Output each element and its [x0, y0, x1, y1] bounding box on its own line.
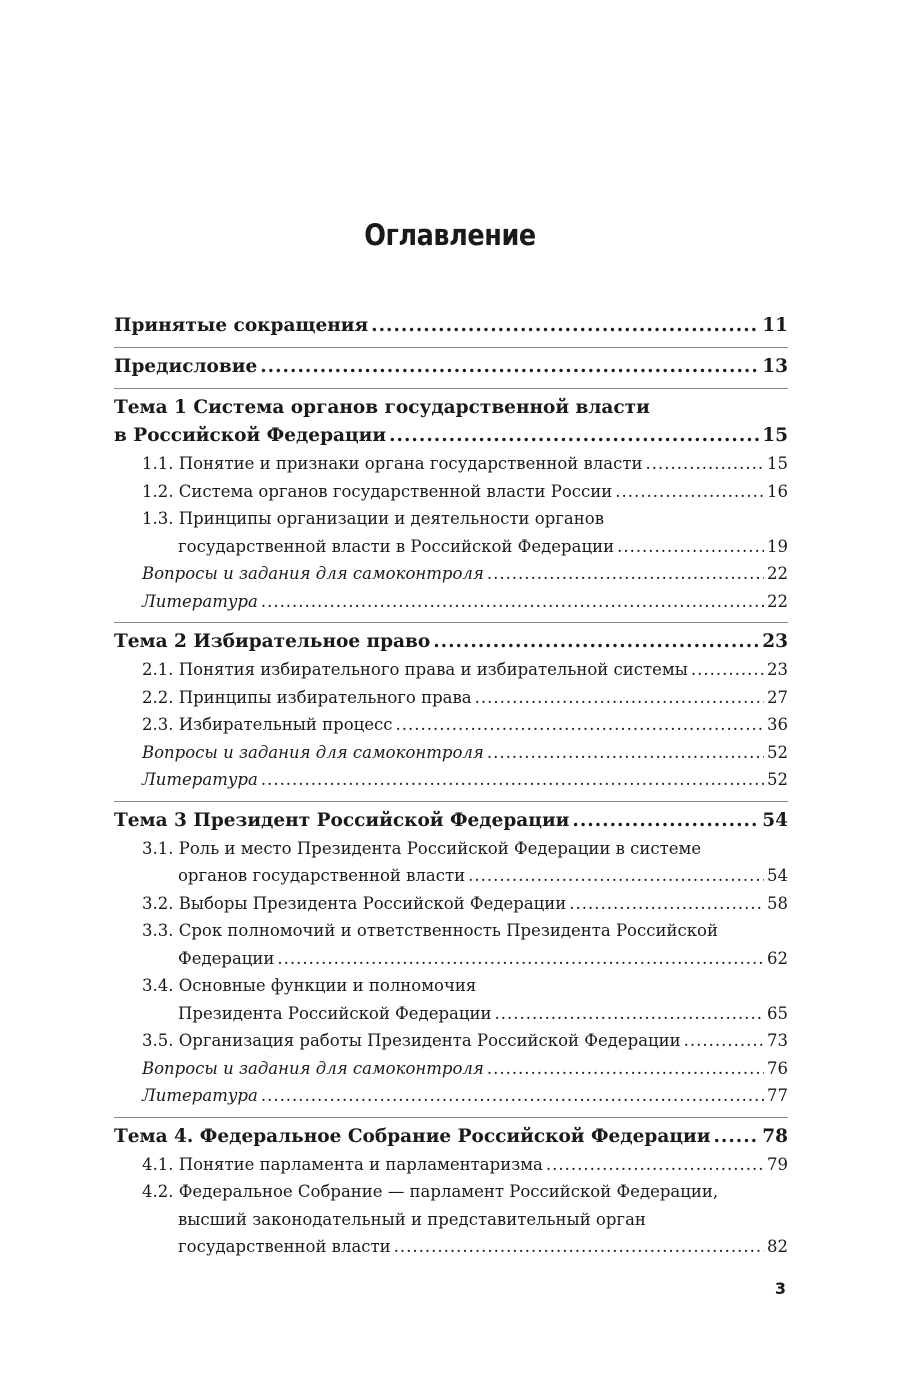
toc-entry-2-2[interactable]: [142, 684, 788, 712]
toc-entry-3-5[interactable]: [142, 1027, 788, 1055]
toc-label-line: высший законодательный и представительный орган: [178, 1209, 646, 1229]
toc-page: 22: [767, 564, 788, 583]
divider: [114, 347, 788, 348]
toc-page: 15: [767, 454, 788, 473]
toc-label: Вопросы и задания для самоконтроля: [142, 742, 484, 762]
toc-entry-1-3[interactable]: [142, 505, 788, 560]
toc-entry-preface[interactable]: [114, 353, 788, 381]
toc-entry-1-questions[interactable]: [142, 560, 788, 588]
toc-page: 13: [762, 356, 788, 377]
toc-page: 16: [767, 481, 788, 501]
toc-label-line: Тема 1 Система органов государственной власти: [114, 397, 650, 418]
toc-label: Тема 2 Избирательное право: [114, 631, 431, 652]
toc-label-line: 3.4. Основные функции и полномочия: [142, 976, 477, 995]
toc-label: 3.2. Выборы Президента Российской Федерации: [142, 893, 567, 913]
toc-label: Принятые сокращения: [114, 315, 369, 336]
table-of-contents: [114, 312, 788, 1261]
toc-entry-topic-4[interactable]: [114, 1123, 788, 1151]
toc-label: Тема 4. Федеральное Собрание Российской Федерации: [114, 1125, 711, 1147]
toc-entry-3-4[interactable]: [142, 972, 788, 1027]
toc-page: 11: [762, 315, 788, 336]
toc-entry-4-2[interactable]: [142, 1178, 788, 1261]
toc-label: 2.2. Принципы избирательного права: [142, 687, 472, 707]
toc-label: Тема 3 Президент Российской Федерации: [114, 809, 570, 831]
toc-label: органов государственной власти: [178, 866, 466, 885]
toc-entry-1-1[interactable]: [142, 450, 788, 478]
toc-page: 76: [767, 1058, 788, 1078]
toc-page: 52: [767, 742, 788, 762]
toc-entry-2-questions[interactable]: [142, 739, 788, 767]
toc-entry-4-1[interactable]: [142, 1151, 788, 1179]
toc-page: 78: [762, 1125, 788, 1147]
toc-entry-topic-1[interactable]: [114, 394, 788, 450]
toc-entry-2-3[interactable]: [142, 711, 788, 739]
toc-entry-3-literature[interactable]: [142, 1082, 788, 1110]
divider: [114, 388, 788, 389]
toc-entry-abbreviations[interactable]: [114, 312, 788, 340]
toc-page: 19: [767, 536, 788, 556]
toc-label: Предисловие: [114, 356, 258, 377]
toc-page: 65: [767, 1003, 788, 1023]
toc-label: Литература: [142, 1086, 258, 1105]
divider: [114, 622, 788, 623]
toc-page: 62: [767, 948, 788, 968]
toc-label-line: 4.2. Федеральное Собрание — парламент Российской Федерации,: [142, 1182, 719, 1201]
toc-page: 54: [762, 809, 788, 831]
toc-entry-topic-3[interactable]: [114, 807, 788, 835]
toc-label-line: 1.3. Принципы организации и деятельности органов: [142, 509, 604, 528]
toc-label: 3.5. Организация работы Президента Российской Федерации: [142, 1031, 681, 1050]
toc-entry-1-2[interactable]: [142, 478, 788, 506]
toc-page: 22: [767, 591, 788, 611]
toc-page: 58: [767, 893, 788, 913]
toc-entry-3-3[interactable]: [142, 917, 788, 972]
toc-page: 77: [767, 1086, 788, 1105]
toc-page: 15: [762, 425, 788, 446]
toc-page: 54: [767, 866, 788, 885]
toc-label: государственной власти: [178, 1237, 391, 1256]
toc-page: 23: [762, 631, 788, 652]
toc-label: Вопросы и задания для самоконтроля: [142, 564, 484, 583]
toc-page: 82: [767, 1237, 788, 1256]
toc-label: в Российской Федерации: [114, 425, 387, 446]
divider: [114, 801, 788, 802]
toc-entry-3-questions[interactable]: [142, 1055, 788, 1083]
toc-page: 79: [767, 1154, 788, 1174]
toc-label-line: 3.3. Срок полномочий и ответственность Президента Российской: [142, 921, 718, 940]
toc-page: 73: [767, 1031, 788, 1050]
toc-label: Федерации: [178, 948, 275, 968]
toc-label: 2.1. Понятия избирательного права и избирательной системы: [142, 660, 688, 679]
page-title: Оглавление: [364, 218, 536, 252]
toc-label: государственной власти в Российской Федерации: [178, 536, 615, 556]
toc-label: Литература: [142, 591, 258, 611]
page-number: 3: [774, 1279, 786, 1298]
toc-entry-1-literature[interactable]: [142, 588, 788, 616]
toc-entry-2-1[interactable]: [142, 656, 788, 684]
toc-entry-2-literature[interactable]: [142, 766, 788, 794]
toc-label: Литература: [142, 770, 258, 789]
toc-label: 2.3. Избирательный процесс: [142, 715, 393, 734]
toc-page: 52: [767, 770, 788, 789]
toc-label-line: 3.1. Роль и место Президента Российской Федерации в системе: [142, 838, 702, 858]
divider: [114, 1117, 788, 1118]
toc-label: 4.1. Понятие парламента и парламентаризма: [142, 1154, 543, 1174]
toc-label: Вопросы и задания для самоконтроля: [142, 1058, 484, 1078]
toc-entry-3-2[interactable]: [142, 890, 788, 918]
toc-entry-3-1[interactable]: [142, 835, 788, 890]
toc-page: 23: [767, 660, 788, 679]
toc-label: 1.2. Система органов государственной власти России: [142, 481, 613, 501]
toc-page: 36: [767, 715, 788, 734]
toc-label: 1.1. Понятие и признаки органа государственной власти: [142, 454, 643, 473]
toc-entry-topic-2[interactable]: [114, 628, 788, 656]
toc-label: Президента Российской Федерации: [178, 1003, 492, 1023]
toc-page: 27: [767, 687, 788, 707]
